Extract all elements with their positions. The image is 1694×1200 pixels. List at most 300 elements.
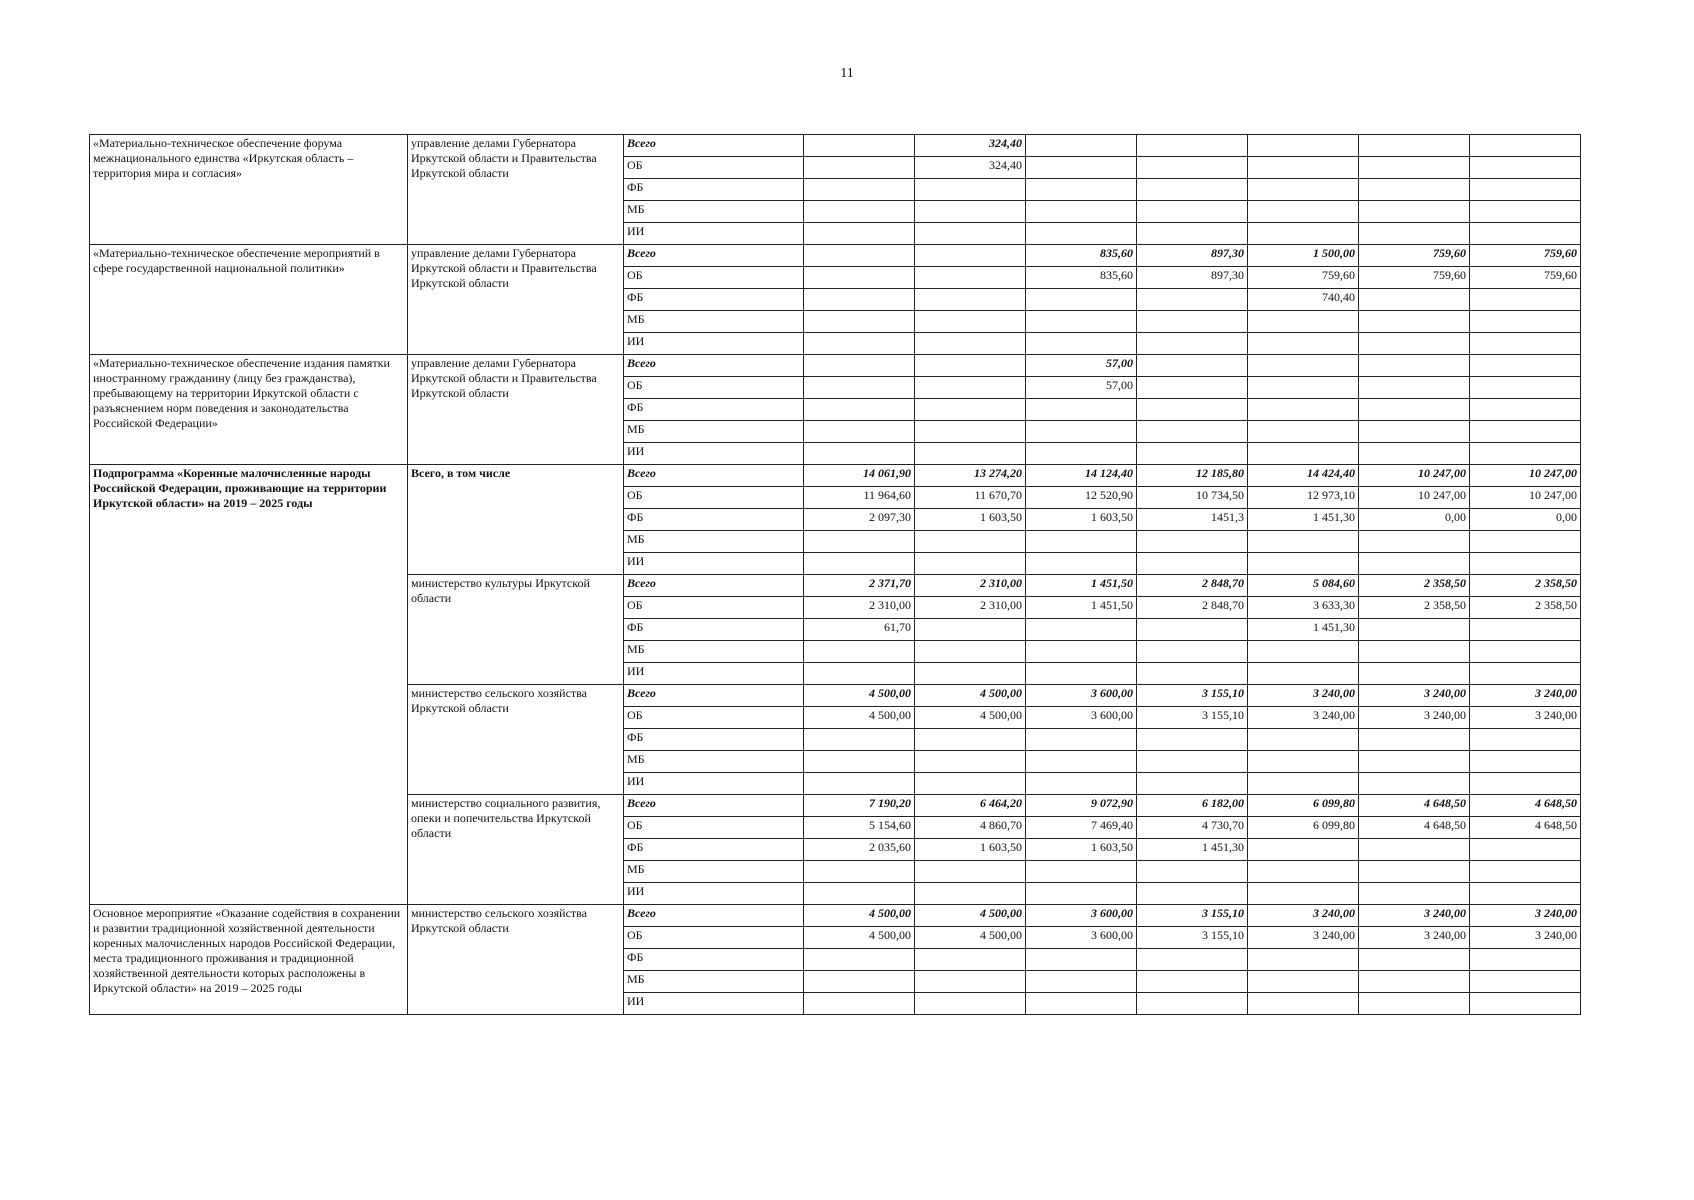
amount-cell <box>1470 773 1581 795</box>
amount-cell: 3 240,00 <box>1248 685 1359 707</box>
amount-cell <box>1026 861 1137 883</box>
amount-cell <box>915 971 1026 993</box>
amount-cell <box>1248 531 1359 553</box>
amount-cell <box>1137 355 1248 377</box>
amount-cell: 324,40 <box>915 157 1026 179</box>
funding-source-cell: МБ <box>624 201 804 223</box>
amount-cell: 2 310,00 <box>915 597 1026 619</box>
amount-cell <box>804 883 915 905</box>
amount-cell <box>804 157 915 179</box>
funding-source-cell: ИИ <box>624 883 804 905</box>
event-name-cell: «Материально-техническое обеспечение мероприятий в сфере государственной национальной политики» <box>90 245 408 355</box>
page-number: 11 <box>840 66 854 81</box>
amount-cell <box>804 993 915 1015</box>
amount-cell <box>804 355 915 377</box>
amount-cell <box>915 949 1026 971</box>
funding-source-cell: Всего <box>624 465 804 487</box>
amount-cell: 2 848,70 <box>1137 575 1248 597</box>
amount-cell: 14 061,90 <box>804 465 915 487</box>
amount-cell <box>1137 663 1248 685</box>
amount-cell <box>915 289 1026 311</box>
amount-cell: 897,30 <box>1137 245 1248 267</box>
amount-cell <box>1026 619 1137 641</box>
amount-cell: 14 424,40 <box>1248 465 1359 487</box>
amount-cell <box>1359 641 1470 663</box>
amount-cell <box>915 773 1026 795</box>
amount-cell <box>1137 223 1248 245</box>
amount-cell <box>915 311 1026 333</box>
amount-cell <box>1248 377 1359 399</box>
amount-cell: 57,00 <box>1026 377 1137 399</box>
amount-cell <box>1137 377 1248 399</box>
amount-cell: 6 464,20 <box>915 795 1026 817</box>
funding-source-cell: ОБ <box>624 927 804 949</box>
amount-cell: 4 500,00 <box>804 927 915 949</box>
amount-cell: 2 035,60 <box>804 839 915 861</box>
amount-cell <box>915 179 1026 201</box>
amount-cell: 3 600,00 <box>1026 685 1137 707</box>
amount-cell <box>804 223 915 245</box>
funding-source-cell: ФБ <box>624 949 804 971</box>
amount-cell <box>1470 223 1581 245</box>
amount-cell: 2 358,50 <box>1359 575 1470 597</box>
amount-cell: 11 670,70 <box>915 487 1026 509</box>
amount-cell: 61,70 <box>804 619 915 641</box>
event-name-cell: «Материально-техническое обеспечение издания памятки иностранному гражданину (лицу без гражданства), пребывающему на территории Иркутской области с разъяснением норм поведения и законодательства Российской Федерации» <box>90 355 408 465</box>
amount-cell <box>1248 201 1359 223</box>
amount-cell <box>1137 201 1248 223</box>
amount-cell: 740,40 <box>1248 289 1359 311</box>
funding-source-cell: МБ <box>624 421 804 443</box>
funding-source-cell: Всего <box>624 355 804 377</box>
amount-cell: 10 247,00 <box>1359 465 1470 487</box>
funding-source-cell: МБ <box>624 641 804 663</box>
funding-source-cell: ИИ <box>624 443 804 465</box>
amount-cell <box>1470 993 1581 1015</box>
amount-cell <box>804 333 915 355</box>
amount-cell: 2 358,50 <box>1470 597 1581 619</box>
executor-cell: управление делами Губернатора Иркутской области и Правительства Иркутской области <box>408 355 624 465</box>
amount-cell: 4 500,00 <box>804 685 915 707</box>
amount-cell: 3 240,00 <box>1248 707 1359 729</box>
amount-cell: 6 099,80 <box>1248 817 1359 839</box>
amount-cell <box>915 355 1026 377</box>
amount-cell <box>1137 861 1248 883</box>
amount-cell <box>804 949 915 971</box>
amount-cell <box>1026 333 1137 355</box>
amount-cell: 4 500,00 <box>915 927 1026 949</box>
amount-cell <box>804 663 915 685</box>
amount-cell <box>1470 619 1581 641</box>
amount-cell <box>1248 179 1359 201</box>
amount-cell <box>1248 553 1359 575</box>
amount-cell: 3 600,00 <box>1026 905 1137 927</box>
funding-source-cell: ИИ <box>624 993 804 1015</box>
amount-cell: 4 500,00 <box>915 707 1026 729</box>
amount-cell <box>915 201 1026 223</box>
amount-cell <box>915 531 1026 553</box>
funding-source-cell: ИИ <box>624 663 804 685</box>
amount-cell <box>1470 399 1581 421</box>
amount-cell <box>1248 157 1359 179</box>
amount-cell <box>1248 355 1359 377</box>
amount-cell <box>1470 157 1581 179</box>
amount-cell <box>1359 531 1470 553</box>
amount-cell <box>1359 311 1470 333</box>
amount-cell <box>1137 443 1248 465</box>
amount-cell <box>1026 663 1137 685</box>
amount-cell: 4 860,70 <box>915 817 1026 839</box>
amount-cell: 3 633,30 <box>1248 597 1359 619</box>
amount-cell <box>1470 443 1581 465</box>
amount-cell <box>1137 729 1248 751</box>
amount-cell <box>804 443 915 465</box>
event-name-cell: Подпрограмма «Коренные малочисленные народы Российской Федерации, проживающие на территории Иркутской области» на 2019 – 2025 годы <box>90 465 408 905</box>
amount-cell <box>915 245 1026 267</box>
amount-cell <box>1026 971 1137 993</box>
amount-cell <box>804 773 915 795</box>
amount-cell <box>1359 553 1470 575</box>
amount-cell: 3 240,00 <box>1470 927 1581 949</box>
funding-source-cell: ФБ <box>624 179 804 201</box>
funding-source-cell: МБ <box>624 531 804 553</box>
amount-cell <box>1248 773 1359 795</box>
amount-cell <box>915 421 1026 443</box>
amount-cell <box>1359 993 1470 1015</box>
amount-cell <box>915 223 1026 245</box>
amount-cell <box>1248 861 1359 883</box>
amount-cell: 5 084,60 <box>1248 575 1359 597</box>
amount-cell <box>1137 399 1248 421</box>
amount-cell <box>1470 179 1581 201</box>
amount-cell <box>1359 421 1470 443</box>
amount-cell: 2 310,00 <box>804 597 915 619</box>
amount-cell: 6 099,80 <box>1248 795 1359 817</box>
amount-cell <box>804 311 915 333</box>
amount-cell <box>1248 839 1359 861</box>
funding-source-cell: ФБ <box>624 399 804 421</box>
amount-cell <box>1137 971 1248 993</box>
amount-cell <box>1026 135 1137 157</box>
amount-cell <box>915 861 1026 883</box>
amount-cell <box>1359 399 1470 421</box>
amount-cell: 3 240,00 <box>1359 905 1470 927</box>
amount-cell: 759,60 <box>1359 245 1470 267</box>
amount-cell: 57,00 <box>1026 355 1137 377</box>
funding-source-cell: Всего <box>624 575 804 597</box>
amount-cell <box>1026 201 1137 223</box>
event-name-cell: Основное мероприятие «Оказание содействия в сохранении и развитии традиционной хозяйственной деятельности коренных малочисленных народов Российской Федерации, места традиционного проживания и традиционной хозяйственной деятельности которых расположены в Иркутской области» на 2019 – 2025 годы <box>90 905 408 1015</box>
amount-cell: 4 648,50 <box>1470 795 1581 817</box>
amount-cell: 9 072,90 <box>1026 795 1137 817</box>
funding-source-cell: ИИ <box>624 333 804 355</box>
amount-cell <box>1359 157 1470 179</box>
amount-cell <box>1026 223 1137 245</box>
funding-source-cell: ФБ <box>624 619 804 641</box>
amount-cell <box>915 443 1026 465</box>
table-row <box>90 245 1581 267</box>
amount-cell <box>1248 135 1359 157</box>
amount-cell: 5 154,60 <box>804 817 915 839</box>
amount-cell: 13 274,20 <box>915 465 1026 487</box>
amount-cell <box>1470 883 1581 905</box>
amount-cell <box>1026 157 1137 179</box>
amount-cell <box>1248 333 1359 355</box>
amount-cell <box>804 553 915 575</box>
amount-cell: 1 500,00 <box>1248 245 1359 267</box>
amount-cell: 12 520,90 <box>1026 487 1137 509</box>
amount-cell <box>804 289 915 311</box>
amount-cell: 2 358,50 <box>1470 575 1581 597</box>
amount-cell: 7 190,20 <box>804 795 915 817</box>
amount-cell: 759,60 <box>1248 267 1359 289</box>
amount-cell <box>1470 729 1581 751</box>
amount-cell <box>1470 531 1581 553</box>
amount-cell: 4 730,70 <box>1137 817 1248 839</box>
funding-source-cell: ОБ <box>624 157 804 179</box>
amount-cell <box>915 883 1026 905</box>
amount-cell: 1 603,50 <box>1026 839 1137 861</box>
amount-cell <box>1248 443 1359 465</box>
funding-source-cell: ФБ <box>624 839 804 861</box>
amount-cell <box>1359 135 1470 157</box>
amount-cell <box>1026 443 1137 465</box>
amount-cell: 3 155,10 <box>1137 927 1248 949</box>
amount-cell <box>1359 377 1470 399</box>
amount-cell <box>804 179 915 201</box>
amount-cell <box>1248 399 1359 421</box>
amount-cell <box>804 421 915 443</box>
amount-cell: 6 182,00 <box>1137 795 1248 817</box>
amount-cell <box>1026 773 1137 795</box>
amount-cell: 4 500,00 <box>804 905 915 927</box>
amount-cell <box>1359 729 1470 751</box>
amount-cell <box>1248 729 1359 751</box>
amount-cell <box>1248 993 1359 1015</box>
amount-cell: 4 648,50 <box>1359 795 1470 817</box>
amount-cell: 4 500,00 <box>915 685 1026 707</box>
funding-source-cell: МБ <box>624 971 804 993</box>
amount-cell <box>1470 641 1581 663</box>
amount-cell <box>1470 971 1581 993</box>
amount-cell: 897,30 <box>1137 267 1248 289</box>
amount-cell <box>1026 949 1137 971</box>
amount-cell <box>1137 641 1248 663</box>
funding-source-cell: ОБ <box>624 707 804 729</box>
table-row <box>90 355 1581 377</box>
executor-cell: управление делами Губернатора Иркутской области и Правительства Иркутской области <box>408 135 624 245</box>
executor-cell: министерство культуры Иркутской области <box>408 575 624 685</box>
amount-cell: 3 240,00 <box>1470 905 1581 927</box>
amount-cell <box>1137 949 1248 971</box>
amount-cell <box>1026 641 1137 663</box>
amount-cell <box>1359 883 1470 905</box>
amount-cell <box>915 993 1026 1015</box>
amount-cell <box>1137 421 1248 443</box>
executor-cell: управление делами Губернатора Иркутской области и Правительства Иркутской области <box>408 245 624 355</box>
amount-cell <box>1137 993 1248 1015</box>
amount-cell <box>1248 641 1359 663</box>
amount-cell <box>1137 773 1248 795</box>
amount-cell: 4 500,00 <box>915 905 1026 927</box>
amount-cell <box>1359 179 1470 201</box>
amount-cell: 3 240,00 <box>1248 905 1359 927</box>
amount-cell <box>1359 289 1470 311</box>
amount-cell <box>1137 289 1248 311</box>
amount-cell <box>1470 289 1581 311</box>
amount-cell <box>1137 751 1248 773</box>
amount-cell <box>1026 311 1137 333</box>
amount-cell <box>1359 971 1470 993</box>
amount-cell <box>1026 729 1137 751</box>
amount-cell: 4 500,00 <box>804 707 915 729</box>
amount-cell <box>1359 949 1470 971</box>
amount-cell <box>1359 839 1470 861</box>
amount-cell <box>804 751 915 773</box>
amount-cell: 10 247,00 <box>1470 487 1581 509</box>
amount-cell <box>1248 223 1359 245</box>
amount-cell <box>915 619 1026 641</box>
amount-cell <box>1026 289 1137 311</box>
amount-cell: 759,60 <box>1359 267 1470 289</box>
amount-cell <box>915 663 1026 685</box>
amount-cell <box>915 641 1026 663</box>
amount-cell: 4 648,50 <box>1359 817 1470 839</box>
funding-source-cell: Всего <box>624 685 804 707</box>
executor-cell: Всего, в том числе <box>408 465 624 575</box>
amount-cell: 1 451,30 <box>1248 509 1359 531</box>
amount-cell <box>1026 399 1137 421</box>
amount-cell <box>804 377 915 399</box>
amount-cell: 2 371,70 <box>804 575 915 597</box>
executor-cell: министерство социального развития, опеки и попечительства Иркутской области <box>408 795 624 905</box>
amount-cell <box>1026 993 1137 1015</box>
funding-source-cell: ФБ <box>624 729 804 751</box>
funding-source-cell: ОБ <box>624 377 804 399</box>
funding-source-cell: ИИ <box>624 223 804 245</box>
amount-cell <box>1359 861 1470 883</box>
amount-cell <box>1359 443 1470 465</box>
amount-cell: 3 155,10 <box>1137 707 1248 729</box>
amount-cell: 1 451,30 <box>1248 619 1359 641</box>
amount-cell: 2 848,70 <box>1137 597 1248 619</box>
amount-cell: 1 451,50 <box>1026 575 1137 597</box>
amount-cell: 1 603,50 <box>915 839 1026 861</box>
table-row <box>90 135 1581 157</box>
amount-cell <box>1248 751 1359 773</box>
amount-cell <box>1470 201 1581 223</box>
amount-cell <box>804 729 915 751</box>
amount-cell <box>1137 883 1248 905</box>
amount-cell <box>1359 773 1470 795</box>
amount-cell <box>1470 311 1581 333</box>
amount-cell <box>1470 333 1581 355</box>
amount-cell <box>1470 553 1581 575</box>
amount-cell <box>1137 179 1248 201</box>
amount-cell: 12 185,80 <box>1137 465 1248 487</box>
amount-cell <box>915 333 1026 355</box>
amount-cell <box>1359 333 1470 355</box>
amount-cell <box>915 729 1026 751</box>
amount-cell: 3 240,00 <box>1359 707 1470 729</box>
amount-cell: 10 247,00 <box>1359 487 1470 509</box>
amount-cell: 1451,3 <box>1137 509 1248 531</box>
amount-cell: 1 603,50 <box>915 509 1026 531</box>
amount-cell <box>1026 531 1137 553</box>
amount-cell <box>804 531 915 553</box>
event-name-cell: «Материально-техническое обеспечение форума межнационального единства «Иркутская область – территория мира и согласия» <box>90 135 408 245</box>
funding-source-cell: Всего <box>624 795 804 817</box>
amount-cell: 3 240,00 <box>1359 685 1470 707</box>
amount-cell <box>1248 883 1359 905</box>
amount-cell: 1 451,50 <box>1026 597 1137 619</box>
executor-cell: министерство сельского хозяйства Иркутской области <box>408 905 624 1015</box>
amount-cell <box>1359 223 1470 245</box>
amount-cell <box>1359 201 1470 223</box>
amount-cell <box>1470 377 1581 399</box>
amount-cell <box>1248 421 1359 443</box>
amount-cell: 4 648,50 <box>1470 817 1581 839</box>
amount-cell: 2 310,00 <box>915 575 1026 597</box>
amount-cell <box>1470 861 1581 883</box>
amount-cell: 835,60 <box>1026 245 1137 267</box>
amount-cell <box>1470 751 1581 773</box>
amount-cell <box>804 971 915 993</box>
amount-cell <box>915 751 1026 773</box>
executor-cell: министерство сельского хозяйства Иркутской области <box>408 685 624 795</box>
amount-cell <box>1359 355 1470 377</box>
amount-cell: 3 240,00 <box>1470 707 1581 729</box>
amount-cell <box>1470 421 1581 443</box>
amount-cell: 3 240,00 <box>1248 927 1359 949</box>
amount-cell <box>1470 355 1581 377</box>
amount-cell <box>804 641 915 663</box>
amount-cell: 0,00 <box>1359 509 1470 531</box>
amount-cell: 2 358,50 <box>1359 597 1470 619</box>
amount-cell <box>1470 949 1581 971</box>
amount-cell <box>1137 531 1248 553</box>
amount-cell: 1 603,50 <box>1026 509 1137 531</box>
funding-source-cell: ФБ <box>624 509 804 531</box>
amount-cell <box>804 861 915 883</box>
amount-cell <box>1026 751 1137 773</box>
amount-cell: 14 124,40 <box>1026 465 1137 487</box>
funding-source-cell: МБ <box>624 311 804 333</box>
amount-cell: 835,60 <box>1026 267 1137 289</box>
amount-cell <box>1137 135 1248 157</box>
table-row <box>90 905 1581 927</box>
amount-cell <box>1026 179 1137 201</box>
amount-cell: 12 973,10 <box>1248 487 1359 509</box>
amount-cell: 10 734,50 <box>1137 487 1248 509</box>
table-row <box>90 465 1581 487</box>
amount-cell <box>1137 311 1248 333</box>
funding-source-cell: МБ <box>624 751 804 773</box>
amount-cell: 759,60 <box>1470 267 1581 289</box>
amount-cell <box>1470 839 1581 861</box>
amount-cell: 2 097,30 <box>804 509 915 531</box>
amount-cell <box>1470 135 1581 157</box>
amount-cell <box>1026 883 1137 905</box>
amount-cell <box>915 377 1026 399</box>
amount-cell: 10 247,00 <box>1470 465 1581 487</box>
amount-cell <box>804 245 915 267</box>
amount-cell <box>1248 949 1359 971</box>
amount-cell <box>1137 619 1248 641</box>
amount-cell <box>804 135 915 157</box>
funding-source-cell: ОБ <box>624 267 804 289</box>
amount-cell: 759,60 <box>1470 245 1581 267</box>
